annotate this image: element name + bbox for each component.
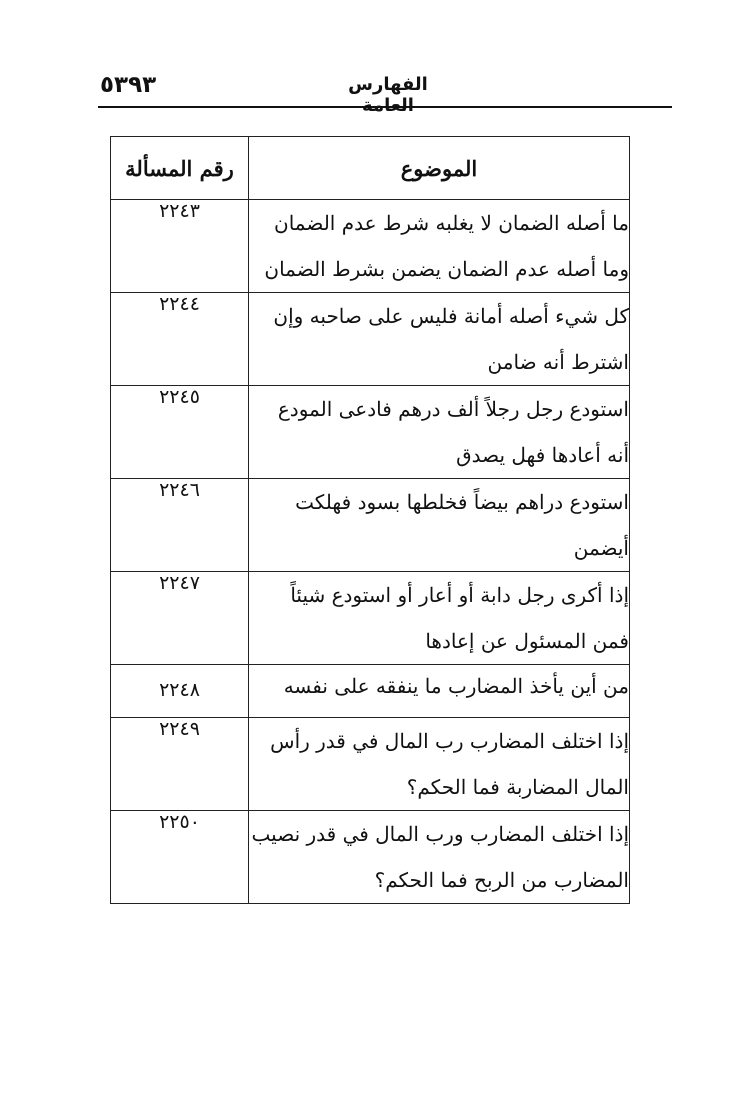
topic-line: إذا اختلف المضارب ورب المال في قدر نصيب (251, 822, 629, 846)
topic-line: المضارب من الربح فما الحكم؟ (374, 868, 629, 892)
issue-number: ٢٢٤٧ (111, 572, 249, 665)
table-row (111, 718, 630, 811)
table-row (111, 479, 630, 572)
topic-line: أنه أعادها فهل يصدق (456, 443, 629, 467)
topic-line: وما أصله عدم الضمان يضمن بشرط الضمان (264, 257, 629, 281)
table-row (111, 665, 630, 718)
topic-cell (249, 718, 630, 811)
issue-number: ٢٢٤٤ (111, 293, 249, 386)
issue-number: ٢٢٤٥ (111, 386, 249, 479)
topic-line: استودع دراهم بيضاً فخلطها بسود فهلكت (295, 490, 629, 514)
page-header (98, 70, 672, 116)
page-number: ٥٣٩٣ (100, 72, 157, 98)
issue-number: ٢٢٤٨ (111, 665, 249, 718)
topic-line: استودع رجل رجلاً ألف درهم فادعى المودع (277, 397, 629, 421)
index-table (110, 136, 630, 904)
table-row (111, 811, 630, 904)
topic-cell (249, 293, 630, 386)
topic-line: اشترط أنه ضامن (487, 350, 629, 374)
topic-line: المال المضاربة فما الحكم؟ (406, 775, 629, 799)
topic-line: من أين يأخذ المضارب ما ينفقه على نفسه (283, 674, 629, 698)
table-row (111, 200, 630, 293)
topic-line: إذا اختلف المضارب رب المال في قدر رأس (270, 729, 629, 753)
table-row (111, 386, 630, 479)
topic-line: أيضمن (573, 536, 629, 560)
table-row (111, 572, 630, 665)
topic-line: ما أصله الضمان لا يغلبه شرط عدم الضمان (274, 211, 629, 235)
issue-number: ٢٢٤٣ (111, 200, 249, 293)
number-column-header: رقم المسألة (111, 137, 249, 200)
topic-column-header: الموضوع (249, 137, 630, 200)
issue-number: ٢٢٤٦ (111, 479, 249, 572)
topic-cell (249, 572, 630, 665)
topic-cell (249, 665, 630, 718)
topic-line: فمن المسئول عن إعادها (425, 629, 629, 653)
topic-line: إذا أكرى رجل دابة أو أعار أو استودع شيئاً (290, 583, 629, 607)
topic-cell (249, 479, 630, 572)
topic-line: كل شيء أصله أمانة فليس على صاحبه وإن (273, 304, 629, 328)
table-header-row (111, 137, 630, 200)
table-row (111, 293, 630, 386)
topic-cell (249, 200, 630, 293)
page-title: الفهارس العامة (348, 74, 428, 116)
issue-number: ٢٢٥٠ (111, 811, 249, 904)
topic-cell (249, 811, 630, 904)
topic-cell (249, 386, 630, 479)
issue-number: ٢٢٤٩ (111, 718, 249, 811)
